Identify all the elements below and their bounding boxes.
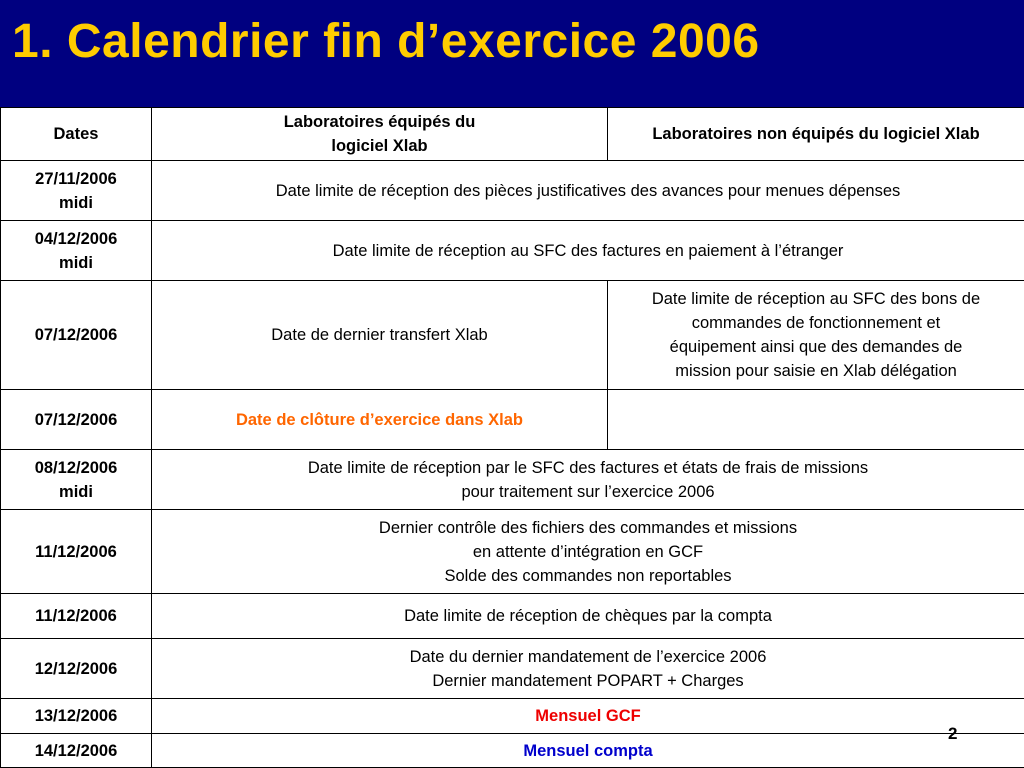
event-cell xyxy=(152,510,1024,594)
event-cell-gcf: Mensuel GCF xyxy=(152,699,1024,734)
cell-line: Date limite de réception au SFC des bons de xyxy=(651,290,981,308)
table-row xyxy=(1,510,1024,594)
date-time: midi xyxy=(59,482,93,501)
table-row xyxy=(1,734,1024,768)
date-time: midi xyxy=(59,193,93,212)
cell-line: Solde des commandes non reportables xyxy=(444,566,732,585)
table-row xyxy=(1,161,1024,221)
table-row xyxy=(1,450,1024,510)
closing-date-cell: Date de clôture d’exercice dans Xlab xyxy=(152,390,608,450)
table-row xyxy=(1,221,1024,281)
cell-line: Date limite de réception par le SFC des factures et états de frais de missions xyxy=(307,458,869,477)
cell-line: en attente d’intégration en GCF xyxy=(472,542,704,561)
header-equipped xyxy=(152,108,608,161)
cell-line: Date du dernier mandatement de l’exercice 2006 xyxy=(409,647,767,666)
date-cell: 13/12/2006 xyxy=(1,699,152,734)
table-row xyxy=(1,594,1024,639)
not-equipped-cell xyxy=(608,281,1024,390)
event-cell xyxy=(152,450,1024,510)
date-cell: 11/12/2006 xyxy=(1,510,152,594)
event-cell xyxy=(152,639,1024,699)
schedule-table xyxy=(0,107,1024,768)
table-row xyxy=(1,639,1024,699)
event-cell: Date limite de réception au SFC des factures en paiement à l’étranger xyxy=(152,221,1024,281)
table-header-row xyxy=(1,108,1024,161)
header-equipped-line: logiciel Xlab xyxy=(331,137,428,155)
header-dates: Dates xyxy=(1,108,152,161)
date-cell: 07/12/2006 xyxy=(1,281,152,390)
title-bar xyxy=(0,0,1024,107)
date-cell: 07/12/2006 xyxy=(1,390,152,450)
event-cell: Date limite de réception des pièces justificatives des avances pour menues dépenses xyxy=(152,161,1024,221)
page-number: 2 xyxy=(948,724,958,743)
table-row xyxy=(1,699,1024,734)
header-equipped-line: Laboratoires équipés du xyxy=(283,113,476,131)
header-not-equipped: Laboratoires non équipés du logiciel Xlab xyxy=(608,108,1024,161)
event-cell-compta: Mensuel compta xyxy=(152,734,1024,768)
cell-line: Dernier contrôle des fichiers des commandes et missions xyxy=(378,518,798,537)
date-cell xyxy=(1,221,152,281)
date-time: midi xyxy=(59,253,93,272)
cell-line: équipement ainsi que des demandes de xyxy=(669,338,963,356)
date-value: 27/11/2006 xyxy=(35,169,117,188)
date-cell xyxy=(1,161,152,221)
cell-line: commandes de fonctionnement et xyxy=(691,314,941,332)
date-cell xyxy=(1,450,152,510)
not-equipped-cell xyxy=(608,390,1024,450)
event-cell: Date limite de réception de chèques par la compta xyxy=(152,594,1024,639)
cell-line: Dernier mandatement POPART + Charges xyxy=(432,671,744,690)
table-row xyxy=(1,281,1024,390)
date-cell: 14/12/2006 xyxy=(1,734,152,768)
date-cell: 12/12/2006 xyxy=(1,639,152,699)
cell-line: mission pour saisie en Xlab délégation xyxy=(675,362,957,380)
equipped-cell: Date de dernier transfert Xlab xyxy=(152,281,608,390)
cell-line: pour traitement sur l’exercice 2006 xyxy=(461,482,715,501)
date-cell: 11/12/2006 xyxy=(1,594,152,639)
date-value: 04/12/2006 xyxy=(34,229,118,248)
date-value: 08/12/2006 xyxy=(34,458,118,477)
table-row xyxy=(1,390,1024,450)
page-title: 1. Calendrier fin d’exercice 2006 xyxy=(12,15,760,68)
